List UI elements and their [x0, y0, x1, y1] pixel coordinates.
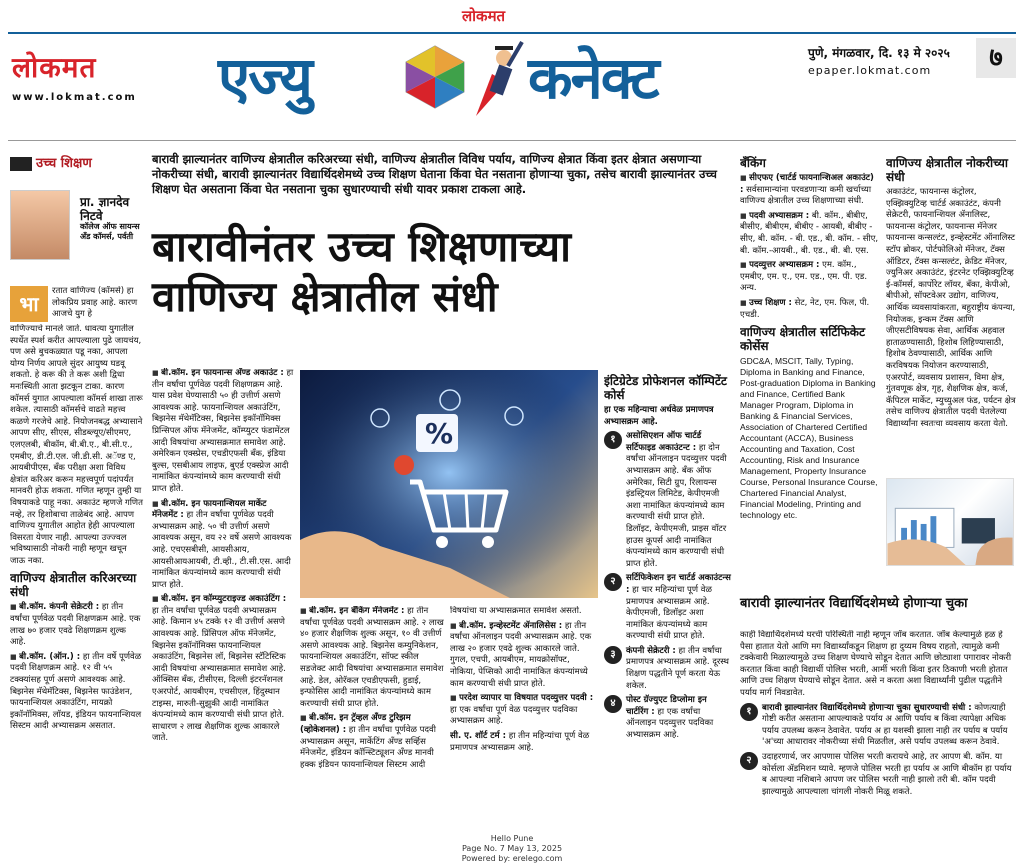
- drop-cap-text: [52, 286, 144, 322]
- kicker-label: उच्च शिक्षण: [36, 156, 92, 171]
- page-footer: [0, 834, 1024, 864]
- article-intro: बारावी झाल्यानंतर वाणिज्य क्षेत्रातील करिअरच्या संधी, वाणिज्य क्षेत्रातील विविध पर्याय, वाणिज्य क्षेत्रात किंवा इतर क्षेत्रात असणाऱ्या नोकरीच्या संधी, बारावी झाल्यानंतर विद्यार्थिदशेमध्ये उच्च शिक्षण घेताना किंवा घेत नसताना होणाऱ्या चुका, तसेच बारावी झाल्यानंतर उच्च शिक्षण घेत असताना किंवा घेत नसताना चुका सुधारण्याची संधी यावर प्रकाश टाकला आहे.: [152, 152, 717, 196]
- section-title-left: एज्यु: [218, 44, 311, 112]
- masthead-rule-bottom: [8, 140, 1016, 141]
- left-item-2-title: ■ बी.कॉम. (ऑन.) :: [10, 652, 80, 662]
- mistakes-item-2-number: २: [740, 752, 758, 770]
- headline-line-2: वाणिज्य क्षेत्रातील संधी: [152, 272, 498, 321]
- box-title: इंटिग्रेटेड प्रोफेशनल कॉम्पिटेंट कोर्स: [604, 374, 727, 402]
- box-item-2-text: हा चार महिन्यांचा पूर्ण वेळ प्रमाणपत्र अभ्यासक्रम आहे. केपीएमजी, डिलॉइट अशा नामांकित कंपन्यांमध्ये काम करण्याची संधी प्राप्त होते.: [626, 584, 712, 642]
- col2-item-1-text: हा तीन वर्षांचा पूर्णवेळ पदवी शिक्षणक्रम आहे. यास प्रवेश घेण्यासाठी ५० ही उत्तीर्ण असणे आवश्यक आहे. फायनान्शियल अकाउंटिंग, बिझनेस मॅथेमॅटिक्स, बिझनेस इकॉनॉमिक्स प्रिन्सिपल ऑफ मॅनेजमेंट, कॉम्प्युटर फंडामेंटल आदी विषयांचा अभ्यासक्रमात समावेश आहे. अमेरिकन एक्स्प्रेस, एचडीएफसी बँक, इंडिया बुल्स, एसबीआय लाइफ, बुएर्ड एक्स्प्रेज आदी नामांकित कंपन्यांमध्ये काम करण्याची संधी प्राप्त होते.: [152, 368, 294, 494]
- column-4: [450, 606, 594, 830]
- mistakes-section: [740, 630, 1016, 830]
- education-emblem-icon: [402, 44, 468, 110]
- box-item-2: [604, 573, 732, 643]
- certificate-courses-list: GDC&A, MSCIT, Tally, Typing, Diploma in Banking and Finance, Post-graduation Diploma in Banking and Finance, Certified Bank Manager Program, Diploma in Banking & Financial Services, Association of Chartered Certified Accountant (ACCA), Business Accounting and Taxation, Cost Accounting, Risk and Insurance Management, Property Insurance Course, Personal Insurance Course, Chartered Financial Analyst, Financial Modeling, Printing and technology etc.: [740, 356, 878, 521]
- col2-item-3-title: ■ बी.कॉम. इन कॉम्प्युटराइज्ड अकाउंटिंग :: [152, 594, 286, 604]
- mistakes-title: बारावी झाल्यानंतर विद्यार्थिदशेमध्ये होणाऱ्या चुका: [740, 596, 968, 611]
- article-headline: [152, 222, 732, 322]
- section-title: [218, 36, 658, 115]
- certificate-courses-title: वाणिज्य क्षेत्रातील सर्टिफिकेट कोर्सेस: [740, 325, 866, 354]
- banking-item-3-text: एम. कॉम., एमबीए, एम. ए., एम. एड., एम. पी. एड. अन्य.: [740, 260, 868, 294]
- lokmat-logo: लोकमत: [12, 51, 97, 84]
- box-lead: हा एक महिन्याचा अर्धवेळ प्रमाणपत्र अभ्यासक्रम आहे.: [604, 405, 714, 427]
- box-item-4-number: ४: [604, 695, 622, 713]
- col2-item-1-title: ■ बी.कॉम. इन फायनान्स अँण्ड अकाउंट :: [152, 368, 284, 378]
- professional-courses-box: [604, 370, 732, 830]
- top-lokmat-logo: लोकमत: [462, 7, 506, 25]
- footer-line-3[interactable]: Powered by: erelego.com: [461, 854, 563, 863]
- box-item-4-title: पोस्ट ग्रॅज्युएट डिप्लोमा इन चार्टरिंग :: [626, 695, 707, 717]
- left-intro-body: वाणिज्याचे मानले जाते. धावत्या युगातील स्पर्धेत स्पर्श करीत आपल्याला पुढे जायचंय, पण असे बुचकळ्यात पडू नका, आपला योग्य निर्णय आपले सुंदर आयुष्य घडवू शकतो. हे करू की ते करू अशी द्विधा मनःस्थिती आता झटकून टाका. कारण कॉमर्स युगात आपल्याला कॉमर्स शाखा तारू शकेल. त्यासाठी कॉमर्सचे वाढते महत्त्व कळणे गरजेचे आहे. नियोजनबद्ध अभ्यासाने आपण सीए, सीएस, सीडब्ल्यूए/सीएमए, एलएलबी, बीकॉम, बी.बी.ए., बी.सी.ए., एमबीए, डी.टी.एल. जी.डी.सी. अॅण्ड ए, आयबीपीएस, बँक परीक्षा अशा विविध क्षेत्रांत करिअर करून महत्त्वपूर्ण पदांपर्यंत मानवरी होऊ शकता. गणित म्हणून तुम्ही या विषयाकडे पाहू नका. अकाउंट म्हणजे गणित नव्हे, तर हिशोबाचा ताळेबंद आहे. आपण वाणिज्य युगातील आहोत हेही आपल्याला विसरता येणार नाही. आपल्या उज्ज्वल भविष्यासाठी नोकरी नाही म्हणून खचून जाऊ नका.: [10, 324, 143, 566]
- banking-item-1-title: ■ सीएफए (चार्टर्ड फायनान्शिअल अकाउंट) :: [740, 173, 874, 195]
- banking-item-1-text: सर्वसामान्यांना परवडणाऱ्या कमी खर्चाच्या वाणिज्य क्षेत्रातील उच्च शिक्षणाच्या संधी.: [740, 184, 872, 207]
- banking-item-1: [740, 173, 880, 208]
- col4-item-1-text: हा तीन वर्षांचा ऑनलाइन पदवी अभ्यासक्रम आहे. एक लाख २० हजार एवढे शुल्क आकारले जाते. गुगल, एचपी, आयबीएम, मायक्रोसॉफ्ट, नोकिया, पेप्सिको आदी नामांकित कंपन्यांमध्ये काम करण्याची संधी प्राप्त होते.: [450, 620, 592, 689]
- col4-item-1: [450, 621, 594, 691]
- col4-item-3-text: हा तीन महिन्यांचा पूर्ण वेळ प्रमाणपत्र अभ्यासक्रम आहे.: [450, 730, 590, 753]
- epaper-url[interactable]: epaper.lokmat.com: [808, 64, 932, 77]
- box-item-2-number: २: [604, 573, 622, 591]
- banking-item-4-title: ■ उच्च शिक्षण :: [740, 298, 792, 308]
- flying-graduate-icon: [466, 36, 526, 122]
- mistakes-item-2: [740, 752, 1016, 798]
- mistakes-text: काही विद्यार्थिदशेमध्ये घरची परिस्थिती नाही म्हणून जॉब करतात. जॉब केल्यामुळे हळ हे पैसा हातात येतो आणि मग विद्यार्थ्यांकडून शिक्षण हा दुय्यम विषय राहतो, त्यामुळे कमी टक्केवारी मिळाल्यामुळे उच्च शिक्षण घेण्याचे सोडून देतात आणि छोट्याशा पगारावर नोकरी करतात किंवा काही विद्यार्थी पोलिस भरती, आर्मी भरती किंवा इतर ठिकाणी भरती होतात आणि उच्च शिक्षण घेण्याचे सोडून देतात. असे न करता अशा विद्यार्थ्यांनी पुढील पद्धतीने पर्याय मार्ग निवडावेत.: [740, 630, 1012, 698]
- col4-item-3: [450, 731, 594, 754]
- col4-item-3-title: सी. ए. शॉर्ट टर्म :: [450, 730, 506, 741]
- headline-line-1: बारावीनंतर उच्च शिक्षणाच्या: [152, 222, 572, 271]
- box-item-1-title: असोसिएशन ऑफ चार्टर्ड सर्टिफाइड अकाउंटन्ट :: [626, 431, 702, 453]
- svg-text:%: %: [425, 417, 454, 450]
- col2-item-2-text: हा तीन वर्षांचा पूर्णवेळ पदवी अभ्यासक्रम आहे. ५० ची उत्तीर्ण असणे आवश्यक असून, वय २२ वर्षे असणे आवश्यक आहे. एचएसबीसी, आयसीआय, आयसीआयआयबी, टी.व्ही., टी.सी.एस. आदी नामांकित कंपन्यांमध्ये काम करण्याची संधी प्राप्त होते.: [152, 510, 292, 590]
- box-item-3-title: कंपनी सेक्रेटरी :: [626, 645, 676, 656]
- box-item-3: [604, 646, 732, 692]
- col2-item-3: [152, 594, 294, 745]
- col4-cont: विषयांचा या अभ्यासक्रमात समावेश असतो.: [450, 606, 582, 616]
- box-item-2-title: सर्टिफिकेशन इन चार्टर्ड अकाउंटन्स :: [626, 573, 731, 595]
- banking-column: [740, 152, 880, 592]
- box-item-1-number: १: [604, 431, 622, 449]
- box-item-1: [604, 431, 732, 570]
- col4-item-2: [450, 693, 594, 728]
- jobs-text: अकाउंटंट, फायनान्स कंट्रोलर, एक्झिक्युटिव्ह चार्टर्ड अकाउंटंट, कंपनी सेक्रेटरी, फायनान्शियल ॲनालिस्ट, फायनान्स कंट्रोलर, फायनान्स मॅनेजर फायनान्स कन्सल्टंट, इन्व्हेस्टमेंट ऑनालिस्ट स्टॉप ब्रोकर, पोर्टफोलिओ मॅनेजर, टॅक्स ऑडिटर, टॅक्स कन्सल्टंट, क्रेडिट मॅनेजर, ज्युनिअर अकाउंटंट, इंटरनेट एक्झिक्युटिव्ह ई-कॉमर्स, कार्पोरेट लॉयर, बँका, केपीओ, बीपीओ, सॉफ्टवेअर उद्योग, वाणिज्य, आर्थिक व्यवसायांकरता, बहुराष्ट्रीय कंपन्या, नियोजक, इन्कम टॅक्स आणि जीएसटीविषयक सेवा, आर्थिक अहवाल हाताळण्यासाठी, हिशोब लिहिण्यासाठी, हिशोब ठेवण्यासाठी, आर्थिक आणि करविषयक नियोजन करण्यासाठी, एअरपोर्ट, व्यवसाय प्रशासन, विमा क्षेत्र, गुंतवणूक क्षेत्र, गृह, शैक्षणिक क्षेत्र, कर्ज, कॅपिटल मार्केट, म्युच्युअल फंड, पर्यटन क्षेत्र तसेच वाणिज्य क्षेत्रातील पदवी घेतलेल्या विद्यार्थ्यांना स्वतःचा व्यवसाय करता येतो.: [886, 187, 1016, 429]
- drop-cap-paragraph: रतात वाणिज्य (कॉमर्स) हा लोकप्रिय प्रवाह आहे. कारण आजचे युग हे: [52, 286, 138, 320]
- col3-item-1-text: हा तीन वर्षांचा पूर्णवेळ पदवी अभ्यासक्रम आहे. २ लाख ४० हजार शैक्षणिक शुल्क असून, १० वी उत्तीर्ण असणे आवश्यक आहे. बिझनेस कम्युनिकेशन, फायनान्शियल अकाउंटिंग, सॉफ्ट स्कील सडजेक्ट आदी विषयांचा अभ्यासक्रमात समावेश आहे. डेल, ओरॅकल एचडीएफसी, हुडाई, इन्फोसिस आदी नामांकित कंपन्यांमध्ये काम करण्याची संधी प्राप्त होते.: [300, 606, 444, 709]
- box-item-4: [604, 695, 732, 741]
- mistakes-item-1-text: कोणत्याही गोष्टी करीत असताना आपल्याकडे पर्याय अ आणि पर्याय ब किंवा त्यापेक्षा अधिक पर्याय उपलब्ध करून ठेवावेत. पर्याय अ हा यशस्वी झाला नाही तर पर्याय ब पर्याय 'अ'च्या आधारावर नोकरीच्या संधी मिळतील, असे पर्याय उपलब्ध करून ठेवावे.: [762, 702, 1008, 748]
- mistakes-item-1-number: १: [740, 703, 758, 721]
- mistakes-item-2-text: उदाहरणार्थ, जर आपणास पोलिस भरती करायचे आहे, तर आपण बी. कॉम. या कोर्सला ॲडमिशन घ्यावे. म्हणजे पोलिस भरती हा पर्याय अ आणि बीकॉम हा पर्याय ब आपल्या नशिबाने आपण जर पोलिस भरती नाही झालो तरी बी. कॉम पदवी झाल्यामुळे आपल्याला चांगली नोकरी मिळू शकते.: [762, 751, 1012, 797]
- graduation-cap-icon: [10, 157, 32, 171]
- drop-cap: भा: [10, 286, 48, 322]
- banking-title: बँकिंग: [740, 156, 766, 170]
- page-number: ७: [976, 38, 1016, 78]
- masthead-rule-top: [8, 32, 1016, 34]
- date-line: पुणे, मंगळवार, दि. १३ मे २०२५: [808, 46, 950, 60]
- finance-desk-image: [886, 478, 1014, 566]
- section-title-right: कनेक्ट: [528, 44, 658, 112]
- ecommerce-cart-image: [300, 370, 598, 598]
- jobs-column: [886, 152, 1016, 474]
- column-3: [300, 606, 446, 830]
- footer-line-2: Page No. 7 May 13, 2025: [461, 844, 563, 853]
- footer-line-1: Hello Pune: [490, 834, 534, 843]
- box-item-3-number: ३: [604, 646, 622, 664]
- left-item-1-text: हा तीन वर्षांचा पूर्णवेळ पदवी शिक्षणक्रम आहे. एक लाख ७० हजार एवढे शिक्षणक्रम शुल्क आहे.: [10, 602, 141, 648]
- banking-item-2-text: बी. कॉम., बीबीए, बीसीए, बीबीएम, बीबीए - आयबी, बीबीए - सीए, बी. कॉम. - बी. एड., बी. कॉम. - सीए, बी. कॉम.-आयबी., बी. एड., बी. बी. एस.: [740, 210, 879, 256]
- section-kicker: [10, 153, 140, 171]
- banking-item-4-text: सेट, नेट, एम. फिल, पी. एचडी.: [740, 297, 870, 320]
- left-item-1: [10, 602, 144, 648]
- jobs-title: वाणिज्य क्षेत्रातील नोकरीच्या संधी: [886, 156, 1008, 184]
- banking-item-2: [740, 211, 880, 257]
- mistakes-item-1: [740, 703, 1016, 749]
- col4-item-2-title: ■ परदेश व्यापार या विषयात पदव्युत्तर पदवी :: [450, 693, 593, 703]
- author-photo: [10, 190, 70, 260]
- left-item-2-text: हा तीन वर्षे पूर्णवेळ पदवी शिक्षणक्रम आहे. १२ वी ५५ टक्क्यांसह पूर्ण असणे आवश्यक आहे. बिझनेस मॅथेमॅटिक्स, बिझनेस फाउंडेशन, फायनान्शियल अकाउंटिंग, मायक्रो इकॉनॉमिक्स, लॉयड, इंडियन फायनान्शियल सिस्टम आदी अभ्यासक्रम असतात.: [10, 651, 142, 732]
- left-item-1-title: ■ बी.कॉम. कंपनी सेक्रेटरी :: [10, 602, 99, 612]
- col3-item-1-title: ■ बी.कॉम. इन बँकिंग मॅनेजमेंट :: [300, 606, 404, 616]
- col2-item-2: [152, 499, 294, 592]
- author-name-line2: निटवे: [80, 209, 103, 223]
- col2-item-3-text: हा तीन वर्षांचा पूर्णवेळ पदवी अभ्यासक्रम आहे. किमान ४५ टक्के १२ वी उत्तीर्ण असणे आवश्यक आहे. प्रिंसिपल ऑफ मॅनेजमेंट, बिझनेस इकॉनॉमिक्स फायनान्शियल अकाउंटिंग, बिझनेस लॉ, बिझनेस स्टॅटिस्टिक आदी विषयांचा अभ्यासक्रमात समावेश आहे. ऑक्सिस बँक, टीसीएस, दिल्ली इंटरनॅशनल एअरपोर्ट, आयबीएम, एचसीएल, हिंदुस्थान टाइम्स, मारुती-सुझुकी आदी नामांकित कंपन्यांमध्ये काम करण्याची संधी प्राप्त होते. साधारण २ लाख शैक्षणिक शुल्क आकारले जाते.: [152, 605, 286, 744]
- author-affiliation: कॉलेज ऑफ सायन्स अँड कॉमर्स, पर्वती: [80, 222, 140, 241]
- column-2: [152, 368, 294, 830]
- left-subheading: वाणिज्य क्षेत्रातील करिअरच्या संधी: [10, 571, 137, 600]
- banking-item-3-title: ■ पदव्युत्तर अभ्यासक्रम :: [740, 260, 819, 270]
- col3-item-2: [300, 713, 446, 771]
- left-item-2: [10, 652, 144, 733]
- col3-item-2-text: हा तीन वर्षांचा पूर्णवेळ पदवी अभ्यासक्रम असून, मार्केटिंग अँण्ड सर्व्हिस मॅनेजमेंट, इंडियन कॉन्स्टिट्यूशन अँण्ड मानवी हक्क इंडियन फायनान्शियल सिस्टम आदी: [300, 724, 436, 770]
- left-column: [10, 324, 144, 828]
- col4-item-2-text: हा एक वर्षांचा पूर्ण वेळ पदव्युत्तर पदविका अभ्यासक्रम आहे.: [450, 704, 578, 727]
- banking-item-2-title: ■ पदवी अभ्यासक्रम :: [740, 211, 809, 221]
- col3-item-1: [300, 606, 446, 710]
- col3-item-2-title: ■ बी.कॉम. इन ट्रॅव्हल अँण्ड टुरिझम (व्होकेशनल) :: [300, 713, 411, 735]
- banking-item-4: [740, 298, 880, 321]
- author-name: [80, 195, 142, 223]
- box-item-3-text: हा तीन वर्षांचा प्रमाणपत्र अभ्यासक्रम आहे. दूरस्थ शिक्षण पद्धतीने पूर्ण करता येऊ शकेल.: [626, 645, 729, 691]
- box-item-4-text: हा एक वर्षांचा ऑनलाइन पदव्युत्तर पदविका अभ्यासक्रम आहे.: [626, 706, 714, 741]
- author-name-line1: प्रा. ज्ञानदेव: [80, 195, 130, 209]
- col4-item-1-title: ■ बी.कॉम. इन्व्हेस्टमेंट ॲनालिसेस :: [450, 621, 562, 631]
- site-url[interactable]: www.lokmat.com: [12, 92, 137, 103]
- col2-item-1: [152, 368, 294, 496]
- box-item-1-text: हा दोन वर्षांचा ऑनलाइन पदव्युत्तर पदवी अभ्यासक्रम आहे. बँक ऑफ अमेरिका, सिटी ग्रुप, रिलायन्स इंडस्ट्रियल लिमिटेड, केपीएमजी अशा नामांकित कंपन्यांमध्ये काम करण्याची संधी प्राप्त होते. डिलॉइट, केपीएमजी, प्राइस वॉटर हाउस कूपर्स आदी नामांकित कंपन्यांमध्ये काम करण्याची संधी प्राप्त होते.: [626, 442, 727, 569]
- mistakes-sub: बारावी झाल्यानंतर विद्यार्थिदशेमध्ये होणाऱ्या चुका सुधारण्याची संधी :: [762, 702, 972, 713]
- col2-item-2-title: ■ बी.कॉम. इन फायनान्शियल मार्केट मॅनेजमेंट :: [152, 499, 266, 521]
- banking-item-3: [740, 260, 880, 295]
